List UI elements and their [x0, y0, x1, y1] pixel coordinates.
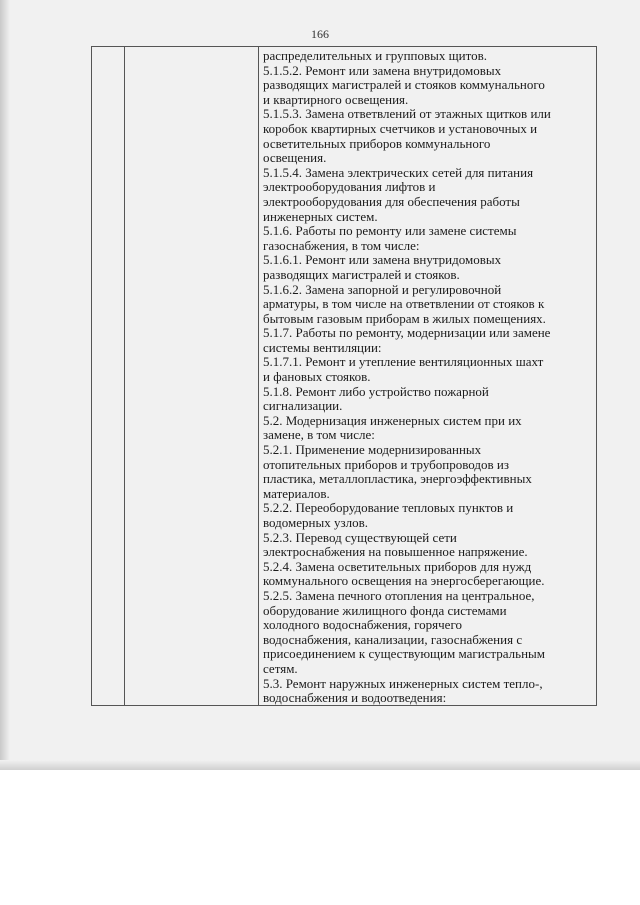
text-line: 5.3. Ремонт наружных инженерных систем тепло-, [263, 675, 543, 691]
text-line: и фановых стояков. [263, 369, 371, 385]
text-line: электрооборудования лифтов и [263, 179, 436, 195]
text-line: коммунального освещения на энергосберегающие. [263, 573, 545, 589]
text-line: водоснабжения, канализации, газоснабжения с [263, 631, 523, 647]
text-line: присоединением к существующим магистральным [263, 646, 545, 662]
text-line: арматуры, в том числе на ответвлении от стояков к [263, 296, 545, 312]
text-line: 5.2.4. Замена осветительных приборов для нужд [263, 558, 532, 574]
text-line: распределительных и групповых щитов. [263, 48, 488, 63]
text-line: разводящих магистралей и стояков коммунального [263, 77, 545, 93]
text-line: сетям. [263, 660, 298, 676]
text-line: 5.2.5. Замена печного отопления на центральное, [263, 587, 535, 603]
text-line: системы вентиляции: [263, 339, 382, 355]
text-line: водомерных узлов. [263, 515, 368, 530]
text-line: 5.2.1. Применение модернизированных [263, 442, 482, 458]
page-bottom-shadow [0, 760, 640, 770]
page-number: 166 [311, 27, 329, 41]
table-column-divider [258, 47, 259, 705]
text-line: коробок квартирных счетчиков и установочных и [263, 120, 538, 136]
text-line: материалов. [263, 485, 330, 501]
text-line: освещения. [263, 150, 327, 166]
text-line: 5.1.5.4. Замена электрических сетей для питания [263, 164, 534, 180]
text-line: 5.2.2. Переоборудование тепловых пунктов и [263, 500, 514, 516]
page-edge-shadow [0, 0, 10, 770]
text-line: отопительных приборов и трубопроводов из [263, 456, 510, 472]
text-line: пластика, металлопластика, энергоэффективных [263, 471, 532, 487]
text-line: оборудование жилищного фонда системами [263, 602, 507, 618]
text-line: 5.1.8. Ремонт либо устройство пожарной [263, 383, 489, 399]
text-line: 5.1.6.1. Ремонт или замена внутридомовых [263, 252, 502, 268]
text-line: разводящих магистралей и стояков. [263, 266, 460, 282]
text-line: холодного водоснабжения, горячего [263, 617, 462, 633]
text-line: бытовым газовым приборам в жилых помещениях. [263, 310, 546, 326]
text-line: 5.1.6.2. Замена запорной и регулировочной [263, 281, 502, 297]
text-line: осветительных приборов коммунального [263, 135, 491, 151]
text-line: сигнализации. [263, 398, 343, 414]
text-line: электроснабжения на повышенное напряжение. [263, 544, 528, 560]
table-column-divider [124, 47, 125, 705]
text-line: 5.1.6. Работы по ремонту или замене системы [263, 223, 517, 239]
text-line: 5.1.5.3. Замена ответвлений от этажных щитков или [263, 106, 551, 122]
document-table [91, 46, 597, 706]
text-line: 5.1.5.2. Ремонт или замена внутридомовых [263, 62, 502, 78]
text-line: и квартирного освещения. [263, 91, 409, 107]
text-line: 5.2.3. Перевод существующей сети [263, 529, 457, 545]
text-line: 5.1.7.1. Ремонт и утепление вентиляционных шахт [263, 354, 544, 370]
table-text-cell [263, 49, 593, 706]
text-line: 5.2. Модернизация инженерных систем при их [263, 412, 522, 428]
text-line: электрооборудования для обеспечения работы [263, 193, 520, 209]
text-line: водоснабжения и водоотведения: [263, 690, 447, 706]
text-line: замене, в том числе: [263, 427, 375, 443]
text-line: 5.1.7. Работы по ремонту, модернизации или замене [263, 325, 551, 341]
text-line: инженерных систем. [263, 208, 378, 224]
text-line: газоснабжения, в том числе: [263, 237, 420, 253]
